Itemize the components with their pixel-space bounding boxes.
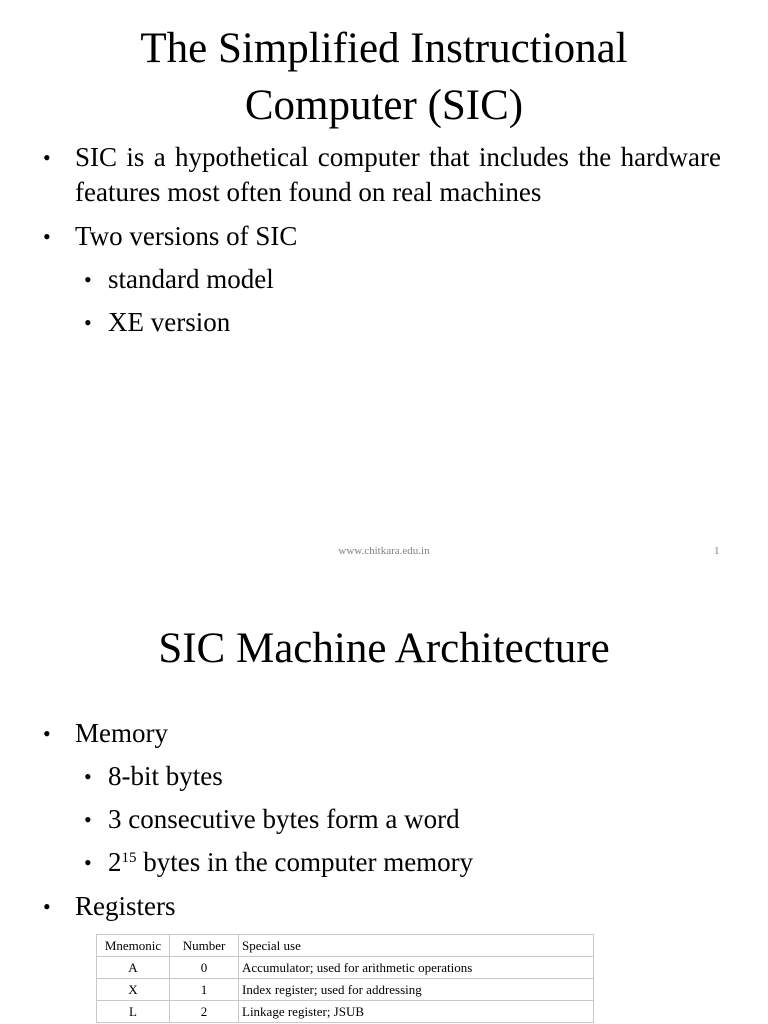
page-number: 1	[714, 545, 720, 557]
sub-bullet-word: • 3 consecutive bytes form a word	[108, 802, 460, 837]
sub-bullet-xe-version: • XE version	[108, 305, 230, 340]
bullet-registers: • Registers	[75, 889, 176, 924]
table-row	[97, 979, 594, 1001]
slide-2	[0, 580, 768, 1024]
footer-url: www.chitkara.edu.in	[338, 545, 430, 557]
sub-bullet-memory-size	[108, 845, 473, 880]
header-number: Number	[170, 935, 239, 957]
cell-mnemonic: L	[97, 1001, 170, 1023]
bullet-sic-definition: • SIC is a hypothetical computer that includes the hardware features most often found on real machines	[75, 140, 721, 210]
title-line-1: The Simplified Instructional	[140, 25, 628, 72]
title-line-2: Computer (SIC)	[244, 82, 524, 129]
cell-special-use: Linkage register; JSUB	[239, 1001, 594, 1023]
power-exponent: 15	[121, 850, 137, 866]
registers-table	[96, 934, 594, 1023]
cell-special-use: Accumulator; used for arithmetic operations	[239, 957, 594, 979]
cell-special-use: Index register; used for addressing	[239, 979, 594, 1001]
sub-bullet-8-bit-bytes: • 8-bit bytes	[108, 759, 223, 794]
cell-number: 1	[170, 979, 239, 1001]
cell-mnemonic: X	[97, 979, 170, 1001]
sub-bullet-standard-model: • standard model	[108, 262, 274, 297]
power-base: 2	[108, 847, 122, 877]
table-header-row	[97, 935, 594, 957]
slide-2-title: SIC Machine Architecture	[158, 625, 610, 672]
slide-1-title	[0, 20, 768, 134]
cell-number: 0	[170, 957, 239, 979]
bullet-two-versions: • Two versions of SIC	[75, 219, 297, 254]
memory-size-text: bytes in the computer memory	[136, 847, 474, 877]
table-row	[97, 957, 594, 979]
cell-mnemonic: A	[97, 957, 170, 979]
table-row	[97, 1001, 594, 1023]
header-special-use: Special use	[239, 935, 594, 957]
bullet-memory: • Memory	[75, 716, 168, 751]
cell-number: 2	[170, 1001, 239, 1023]
header-mnemonic: Mnemonic	[97, 935, 170, 957]
